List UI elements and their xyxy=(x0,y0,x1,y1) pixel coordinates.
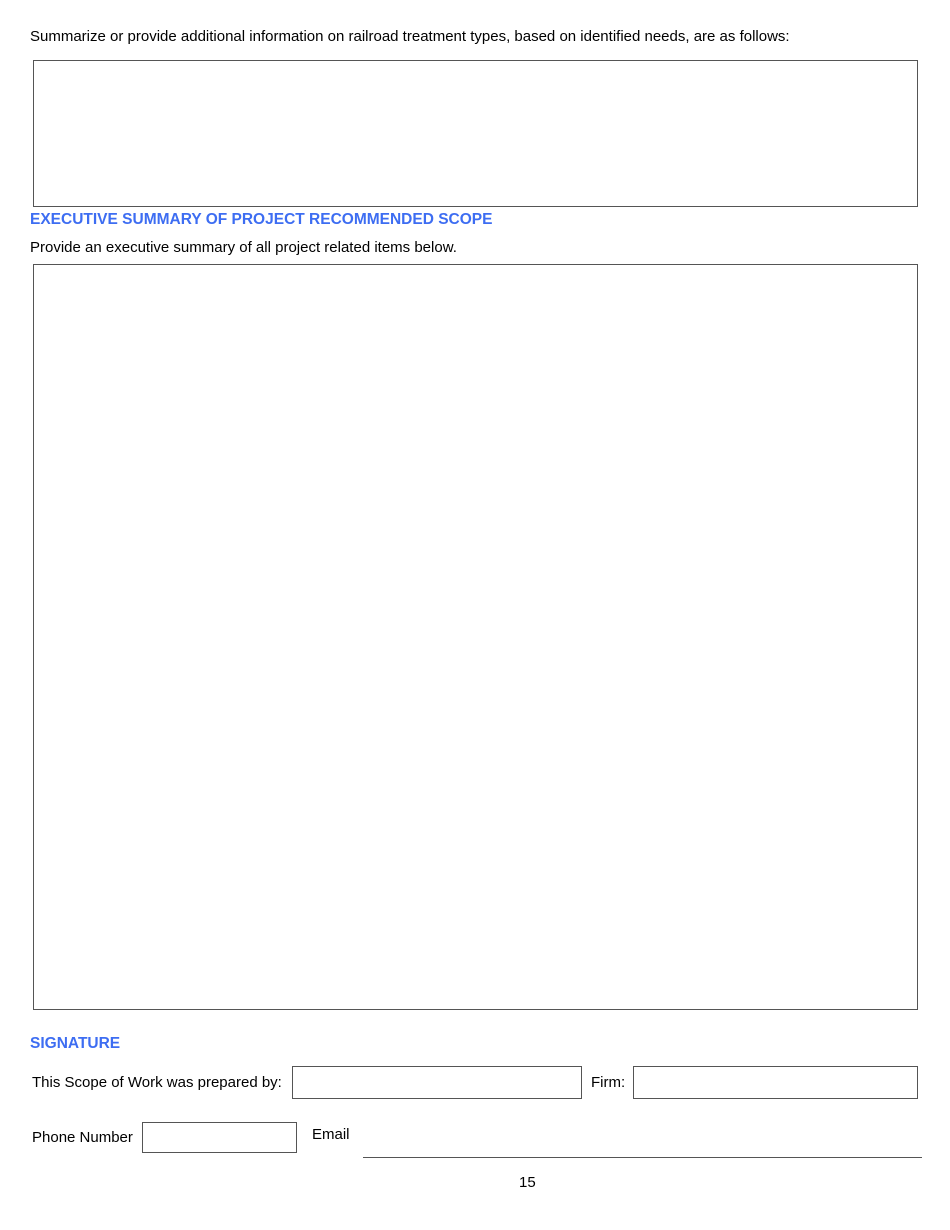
prepared-by-label: This Scope of Work was prepared by: xyxy=(32,1074,282,1091)
railroad-treatment-prompt: Summarize or provide additional information on railroad treatment types, based on identified needs, are as follows: xyxy=(30,28,790,45)
executive-summary-heading: EXECUTIVE SUMMARY OF PROJECT RECOMMENDED SCOPE xyxy=(30,211,493,228)
email-label: Email xyxy=(312,1126,350,1143)
firm-input[interactable] xyxy=(633,1066,918,1099)
prepared-by-input[interactable] xyxy=(292,1066,582,1099)
executive-summary-textarea[interactable] xyxy=(33,264,918,1010)
executive-summary-instruction: Provide an executive summary of all project related items below. xyxy=(30,239,457,256)
page-number: 15 xyxy=(519,1174,536,1191)
phone-number-label: Phone Number xyxy=(32,1129,133,1146)
phone-number-input[interactable] xyxy=(142,1122,297,1153)
email-input[interactable] xyxy=(363,1134,922,1156)
railroad-treatment-textarea[interactable] xyxy=(33,60,918,207)
signature-heading: SIGNATURE xyxy=(30,1035,121,1052)
firm-label: Firm: xyxy=(591,1074,626,1091)
email-underline xyxy=(363,1157,922,1158)
